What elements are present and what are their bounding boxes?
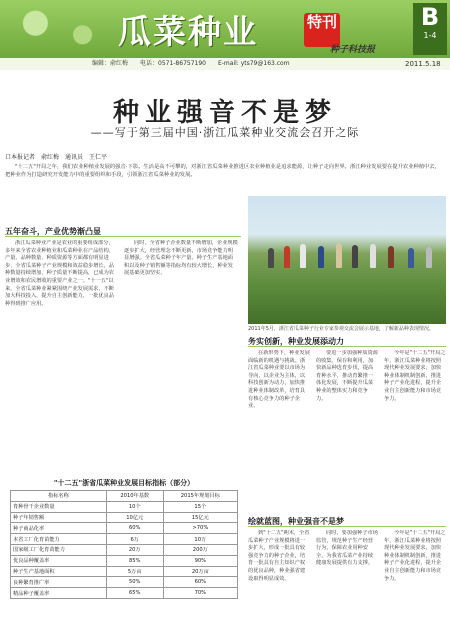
table-row [11, 512, 238, 523]
table-cell: 种子生产基地面积 [11, 566, 107, 577]
text-column-3: 在新形势下，种业发展面临新的机遇与挑战。浙江省瓜菜种业要以市场为导向，以企业为主体，以科技创新为动力，加快推进种业体制改革，培育具有核心竞争力的种子企业。 [248, 350, 310, 410]
table-cell: 15亿元 [163, 512, 237, 523]
newspaper-name: 种子科技报 [330, 45, 376, 55]
table-header: 2015年规划目标 [163, 491, 237, 502]
table-cell: 5万亩 [106, 566, 163, 577]
editor-info-bar [0, 58, 450, 70]
table-header: 2010年基数 [106, 491, 163, 502]
table-cell: 200万 [163, 544, 237, 555]
table-cell: 种子商品化率 [11, 523, 107, 534]
text-column-5: 今年是"十二五"开局之年，浙江瓜菜种业将按照现代种业发展要求，加快种业体制机制创新，推进种子产业化进程，提升企业自主创新能力和市场竞争力。 [384, 350, 446, 402]
table-cell: 精品种子覆盖率 [11, 588, 107, 599]
section-divider [5, 236, 241, 237]
text-column-4: 要进一步加强种质资源的收集、保存和利用，加快新品种选育步伐，提高育种水平，推动育繁推一体化发展，不断提升瓜菜种业的整体实力和竞争力。 [316, 350, 378, 402]
table-cell: 10个 [106, 501, 163, 512]
table-cell: 良种繁育推广率 [11, 577, 107, 588]
issue-date: 2011.5.18 [405, 60, 441, 68]
table-header-row [11, 491, 238, 502]
vegetable-decoration [0, 0, 118, 58]
page-range: 1-4 [423, 31, 437, 40]
byline: 口本报记者 俞红梅 通讯员 王仁平 [5, 154, 108, 161]
text-column-6: 到"十二五"期末，全省瓜菜种子产业规模将进一步扩大，形成一批具有较强竞争力的种子企业，培育一批具有自主知识产权的优良品种，种业强省建设取得明显成效。 [248, 530, 310, 582]
page-letter: B [420, 3, 440, 31]
table-cell: 本省工厂化育苗能力 [11, 534, 107, 545]
table-row [11, 534, 238, 545]
table-title: "十二五"浙省瓜菜种业发展目标指标（部分） [53, 479, 195, 487]
table-cell: 65% [106, 588, 163, 599]
table-cell: 50% [106, 577, 163, 588]
section-heading-3: 绘就蓝图，种业强音不是梦 [248, 517, 344, 526]
section-heading-1: 五年奋斗，产业优势渐凸显 [5, 227, 101, 236]
table-cell: 育种骨干企业数量 [11, 501, 107, 512]
table-cell: 优良品种覆盖率 [11, 555, 107, 566]
table-cell: >70% [163, 523, 237, 534]
section-brand-title: 瓜菜种业 [118, 12, 258, 51]
table-cell: 90% [163, 555, 237, 566]
table-cell: 70% [163, 588, 237, 599]
special-badge: 特刊 [304, 13, 340, 47]
table-row [11, 588, 238, 599]
table-cell: 种子年销售额 [11, 512, 107, 523]
headline: 种业强音不是梦 [112, 98, 337, 128]
table-cell: 10万 [163, 534, 237, 545]
table-cell: 85% [106, 555, 163, 566]
table-row [11, 523, 238, 534]
lead-paragraph: "十二五"开局之年，我们农业种植业发展的强音·下影。生活是高不可攀的，对浙江省瓜菜种业推进区农业种植业是追求能源，让种子走向世界。浙江种业发展要在提升农业种植中去，把种业作为打造研究开发能力中的重要组织和手段，引领浙江省瓜菜种业的发展。 [5, 164, 441, 178]
table-cell: 6万 [106, 534, 163, 545]
table-cell: 15个 [163, 501, 237, 512]
section-divider [248, 526, 446, 527]
text-column-7: 同时，要加强种子市场监管，规范种子生产经营行为，保障农业用种安全，为我省瓜菜产业持续健康发展提供有力支撑。 [316, 530, 378, 567]
table-cell: 20万亩 [163, 566, 237, 577]
table-cell: 20万 [106, 544, 163, 555]
editor-line: 编辑：俞红梅 电话：0571-86757190 E-mail: yts79@163.com [92, 60, 290, 67]
section-divider [248, 346, 446, 347]
table-cell: 60% [106, 523, 163, 534]
table-cell: 国家级工厂化育苗能力 [11, 544, 107, 555]
table-row [11, 577, 238, 588]
text-column-2: 同时，全省种子企业数量不断增加，企业规模逐步扩大，经营理念不断更新，市场竞争能力明显增强。全省瓜菜种子年产量、种子生产基地面积以及种子销售额等指标均有较大增长，种业发展基础更加坚实。 [124, 240, 238, 277]
table-row [11, 566, 238, 577]
photo-caption: 2011年5月，浙江省瓜菜种子行业专家参观交流会展示基地，了解新品种表现情况。 [248, 326, 434, 332]
table-row [11, 501, 238, 512]
subheadline: ——写于第三届中国·浙江瓜菜种业交流会召开之际 [90, 126, 360, 139]
text-column-1: 浙江瓜菜种业产业是农业的重要组成部分，多年来全省农业种植业和瓜菜种业在产品结构、产量、品种数量、种质资源等方面都有明显进步，全省瓜菜种子产业规模和效益稳步增长，品种数量持续增加，种子质量不断提高，已成为农业增效和农民增收的重要产业之一。"十一五"以来，全省瓜菜种业紧紧围绕产业发展需求，不断加大科技投入，提升自主创新能力，一批优良品种得到推广应用。 [5, 240, 114, 307]
section-heading-2: 务实创新，种业发展添动力 [248, 337, 344, 346]
table-cell: 60% [163, 577, 237, 588]
table-row [11, 555, 238, 566]
table-cell: 10亿元 [106, 512, 163, 523]
goals-table [10, 490, 238, 599]
table-header: 指标名称 [11, 491, 107, 502]
page-number-block [413, 3, 447, 55]
table-row [11, 544, 238, 555]
field-visit-photo [248, 196, 446, 324]
text-column-8: 今年是"十二五"开局之年，浙江瓜菜种业将按照现代种业发展要求，加快种业体制机制创新，推进种子产业化进程，提升企业自主创新能力和市场竞争力。 [384, 530, 446, 582]
